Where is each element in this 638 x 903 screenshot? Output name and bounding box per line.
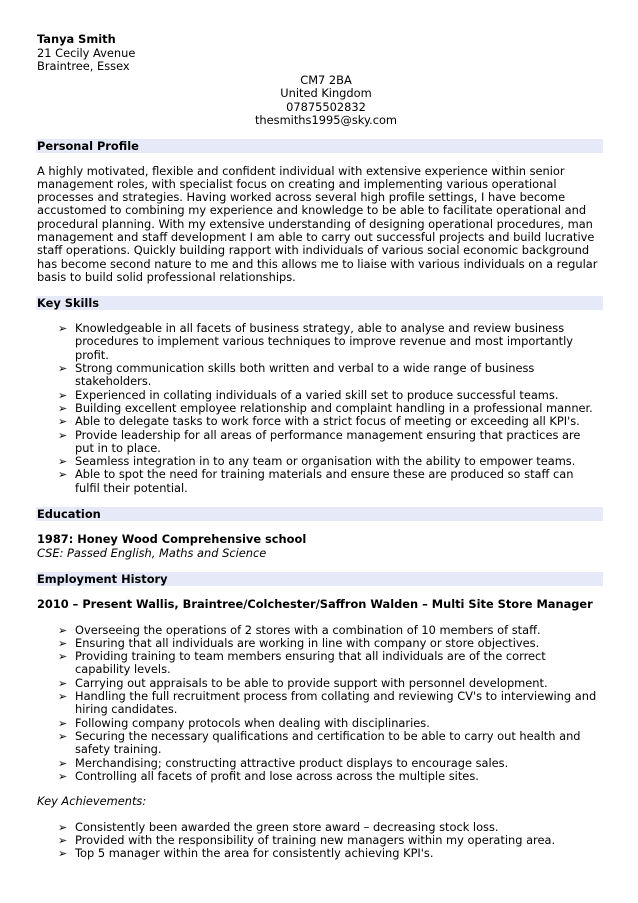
- section-heading-employment-history: Employment History: [36, 572, 603, 586]
- key-achievements-list: [37, 821, 601, 861]
- arrow-bullet-icon: ➢: [58, 716, 68, 730]
- list-item: ➢ Building excellent employee relationship and complaint handling in a professional manner.: [58, 400, 593, 415]
- cv-page: [37, 33, 601, 860]
- list-item: ➢ Overseeing the operations of 2 stores with a combination of 10 members of staff.: [58, 622, 541, 637]
- section-heading-key-skills: Key Skills: [36, 296, 603, 310]
- arrow-bullet-icon: ➢: [58, 623, 68, 637]
- arrow-bullet-icon: ➢: [58, 636, 68, 650]
- phone-number: 07875502832: [286, 99, 366, 114]
- address-line-1: 21 Cecily Avenue: [37, 45, 136, 60]
- section-heading-personal-profile: Personal Profile: [36, 139, 603, 153]
- key-skills-list: [37, 322, 601, 495]
- list-item: ➢ Consistently been awarded the green store award – decreasing stock loss.: [58, 819, 499, 834]
- arrow-bullet-icon: ➢: [58, 428, 68, 442]
- arrow-bullet-icon: ➢: [58, 676, 68, 690]
- list-item: ➢ Seamless integration in to any team or organisation with the ability to empower teams.: [58, 454, 576, 469]
- list-item: ➢ Provide leadership for all areas of performance management ensuring that practices are put in to place.: [58, 427, 581, 455]
- email-address[interactable]: thesmiths1995@sky.com: [254, 113, 398, 127]
- list-item: ➢ Merchandising; constructing attractive product displays to encourage sales.: [58, 755, 509, 770]
- job-title: 2010 – Present Wallis, Braintree/Colchester/Saffron Walden – Multi Site Store Manager: [37, 597, 593, 612]
- arrow-bullet-icon: ➢: [58, 820, 68, 834]
- key-achievements-heading: Key Achievements:: [37, 794, 147, 809]
- list-item: ➢ Ensuring that all individuals are working in line with company or store objectives.: [58, 635, 540, 650]
- list-item: ➢ Knowledgeable in all facets of business strategy, able to analyse and review business procedures to implement various techniques to improve revenue and most importantly profit.: [58, 321, 574, 362]
- arrow-bullet-icon: ➢: [58, 468, 68, 482]
- list-item: ➢ Carrying out appraisals to be able to provide support with personnel development.: [58, 675, 548, 690]
- arrow-bullet-icon: ➢: [58, 650, 68, 664]
- arrow-bullet-icon: ➢: [58, 322, 68, 336]
- arrow-bullet-icon: ➢: [58, 401, 68, 415]
- candidate-name: Tanya Smith: [37, 32, 116, 46]
- address-line-2: Braintree, Essex: [37, 59, 130, 73]
- list-item: ➢ Securing the necessary qualifications and certification to be able to carry out health and safety training.: [58, 728, 581, 757]
- arrow-bullet-icon: ➢: [58, 362, 68, 376]
- arrow-bullet-icon: ➢: [58, 388, 68, 402]
- education-school: 1987: Honey Wood Comprehensive school: [37, 532, 307, 547]
- arrow-bullet-icon: ➢: [58, 729, 68, 743]
- job-duties-list: [37, 624, 601, 784]
- list-item: ➢ Able to delegate tasks to work force with a strict focus of meeting or exceeding all KPI's.: [58, 414, 580, 429]
- list-item: ➢ Following company protocols when dealing with disciplinaries.: [58, 715, 430, 730]
- arrow-bullet-icon: ➢: [58, 769, 68, 783]
- country: United Kingdom: [280, 86, 372, 100]
- list-item: ➢ Handling the full recruitment process from collating and reviewing CV's to interviewing and hiring candidates.: [58, 689, 597, 717]
- personal-profile-text: A highly motivated, flexible and confident individual with extensive experience within senior management roles, with specialist focus on creating and implementing various operational processes and strategies. Having worked across several high profile settings, I have become accustomed to combining my experience and knowledge to be able to facilitate operational and procedural planning. With my extensive understanding of designing operational procedures, man management and staff development I am able to carry out successful projects and build lucrative staff operations. Quickly building rapport with individuals of various social economic background has become second nature to me and this allows me to liaise with various individuals on a regular basis to build solid professional relationships.: [37, 163, 598, 284]
- arrow-bullet-icon: ➢: [58, 847, 68, 861]
- arrow-bullet-icon: ➢: [58, 415, 68, 429]
- postcode: CM7 2BA: [300, 72, 352, 87]
- header: [37, 33, 601, 128]
- list-item: ➢ Provided with the responsibility of training new managers within my operating area.: [58, 832, 556, 847]
- arrow-bullet-icon: ➢: [58, 756, 68, 770]
- list-item: ➢ Able to spot the need for training materials and ensure these are produced so staff can fulfil their potential.: [58, 467, 574, 495]
- list-item: ➢ Controlling all facets of profit and lose across across the multiple sites.: [58, 768, 479, 783]
- contact-block: [37, 74, 615, 128]
- list-item: ➢ Strong communication skills both written and verbal to a wide range of business stakeholders.: [58, 361, 535, 389]
- list-item: ➢ Providing training to team members ensuring that all individuals are of the correct capability levels.: [58, 649, 546, 677]
- arrow-bullet-icon: ➢: [58, 455, 68, 469]
- list-item: ➢ Top 5 manager within the area for consistently achieving KPI's.: [58, 846, 434, 861]
- arrow-bullet-icon: ➢: [58, 690, 68, 704]
- education-qualification: CSE: Passed English, Maths and Science: [37, 545, 267, 560]
- section-heading-education: Education: [36, 507, 603, 521]
- arrow-bullet-icon: ➢: [58, 833, 68, 847]
- list-item: ➢ Experienced in collating individuals of a varied skill set to produce successful teams.: [58, 387, 559, 402]
